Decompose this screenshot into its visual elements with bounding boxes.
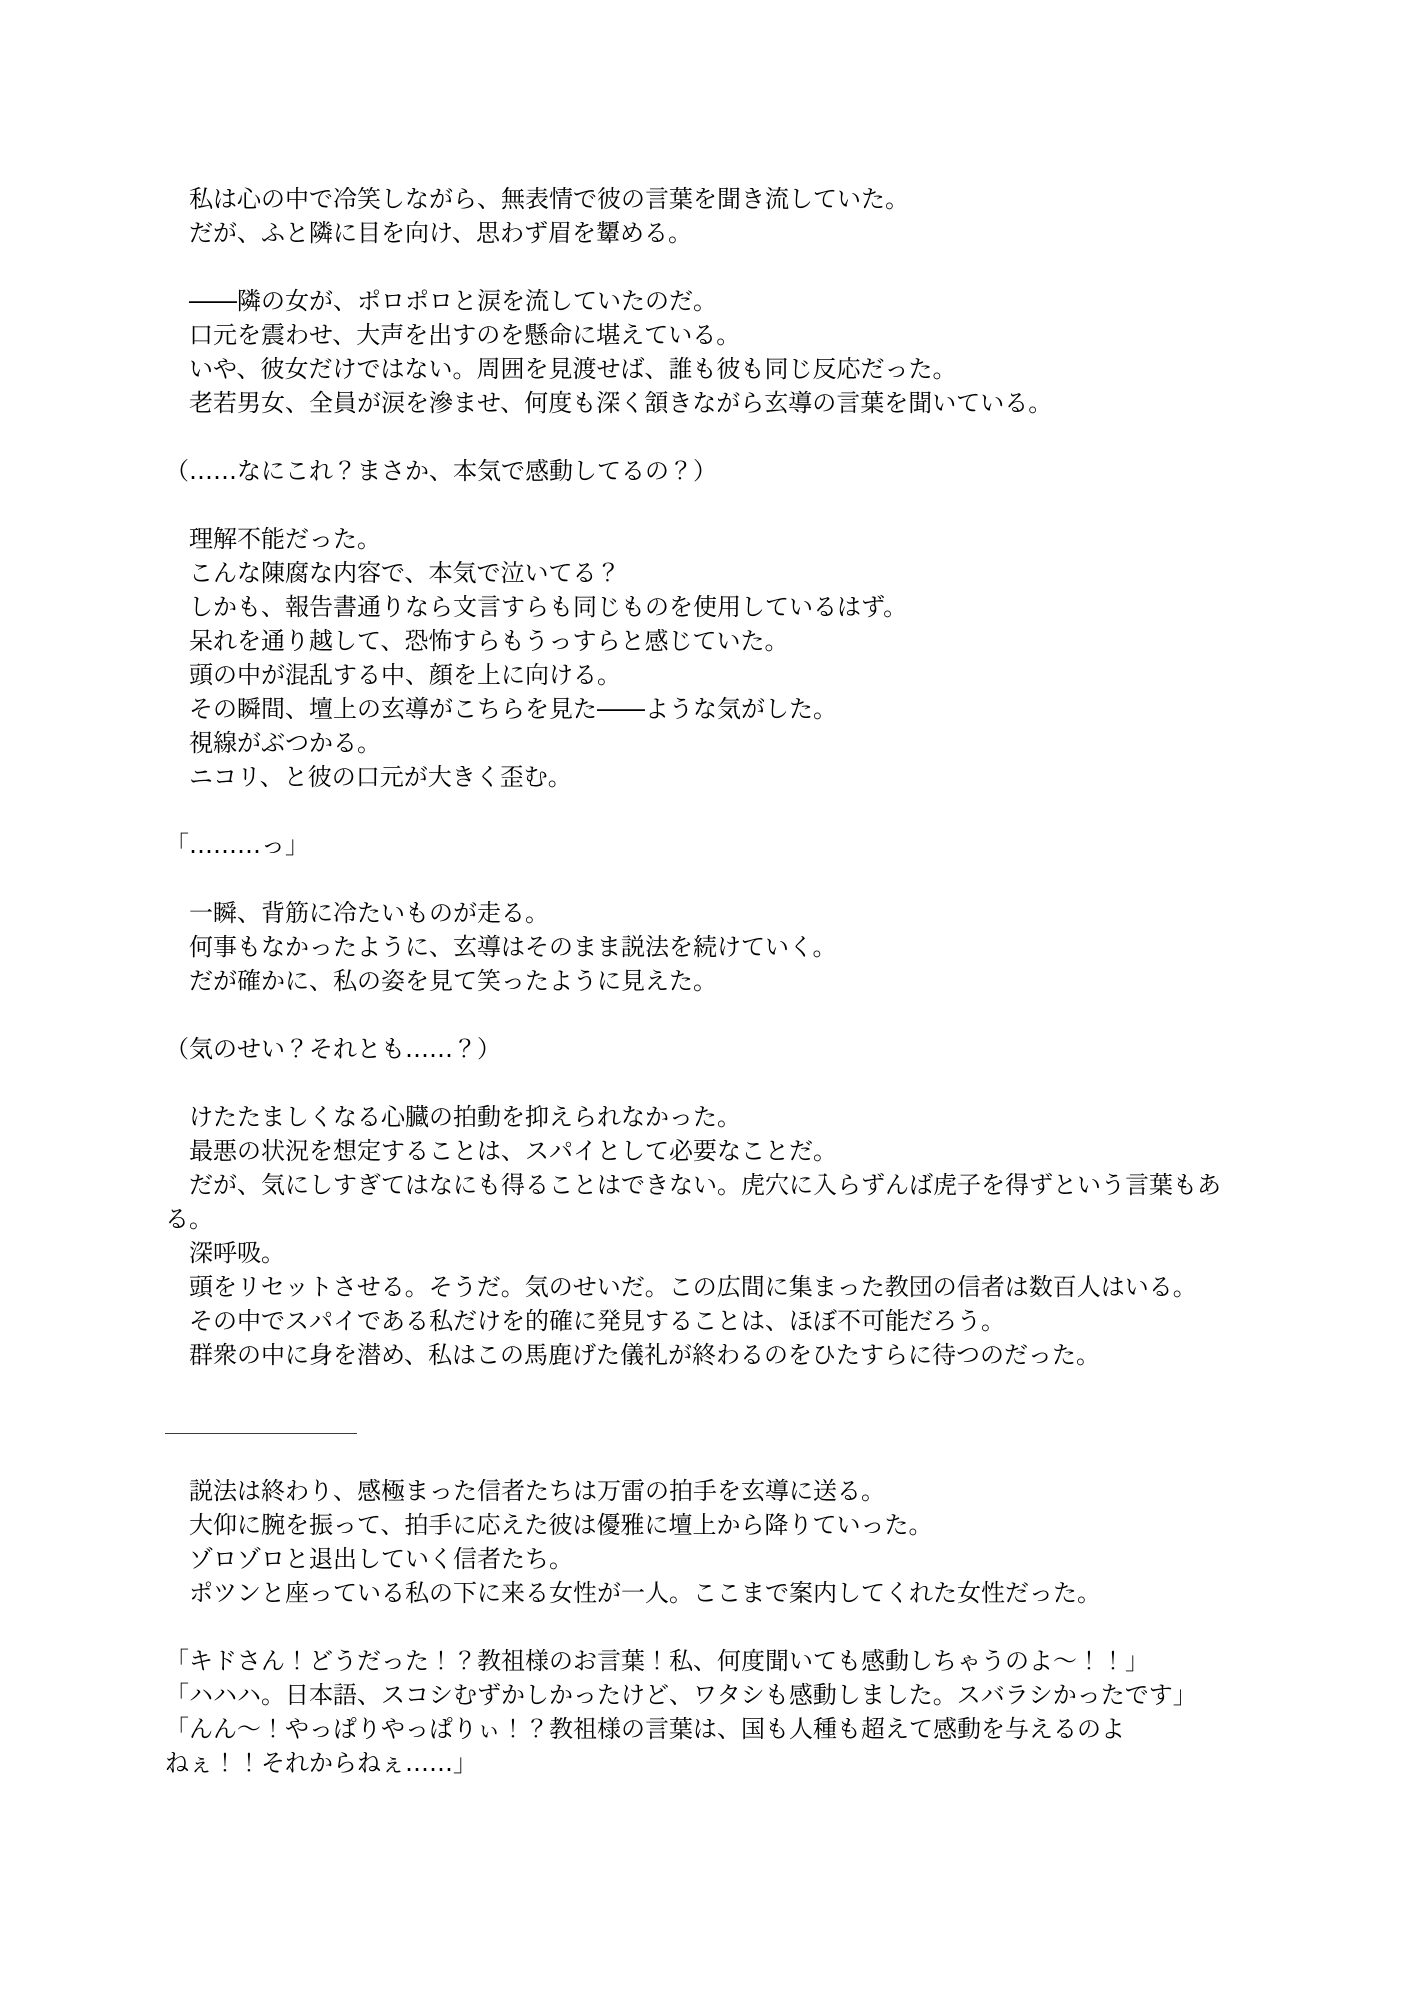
text-line [165, 250, 1354, 284]
text-line [165, 1372, 1354, 1406]
text-line: 「ハハハ。日本語、スコシむずかしかったけど、ワタシも感動しました。スバラシかったです」 [165, 1681, 1197, 1709]
text-line: けたたましくなる心臓の拍動を抑えられなかった。 [165, 1103, 741, 1131]
text-line: だが確かに、私の姿を見て笑ったように見えた。 [165, 967, 717, 995]
text-line: 「キドさん！どうだった！？教祖様のお言葉！私、何度聞いても感動しちゃうのよ～！！」 [165, 1647, 1149, 1675]
text-line: 理解不能だった。 [165, 525, 381, 553]
text-line: 頭をリセットさせる。そうだ。気のせいだ。この広間に集まった教団の信者は数百人はいる。 [165, 1273, 1197, 1301]
text-line: ポツンと座っている私の下に来る女性が一人。ここまで案内してくれた女性だった。 [165, 1579, 1101, 1607]
text-line: その中でスパイである私だけを的確に発見することは、ほぼ不可能だろう。 [165, 1307, 1005, 1335]
text-line: ゾロゾロと退出していく信者たち。 [165, 1545, 573, 1573]
text-line: 最悪の状況を想定することは、スパイとして必要なことだ。 [165, 1137, 837, 1165]
text-line: その瞬間、壇上の玄導がこちらを見た――ような気がした。 [165, 695, 837, 723]
text-line: いや、彼女だけではない。周囲を見渡せば、誰も彼も同じ反応だった。 [165, 355, 957, 383]
text-line: 群衆の中に身を潜め、私はこの馬鹿げた儀礼が終わるのをひたすらに待つのだった。 [165, 1341, 1101, 1369]
text-line: ねぇ！！それからねぇ……」 [165, 1749, 477, 1777]
text-line [165, 1610, 1354, 1644]
text-line [165, 488, 1354, 522]
text-line: 大仰に腕を振って、拍手に応えた彼は優雅に壇上から降りていった。 [165, 1511, 933, 1539]
text-line: 一瞬、背筋に冷たいものが走る。 [165, 899, 549, 927]
text-line: 「んん～！やっぱりやっぱりぃ！？教祖様の言葉は、国も人種も超えて感動を与えるのよ [165, 1715, 1125, 1743]
text-line: しかも、報告書通りなら文言すらも同じものを使用しているはず。 [165, 593, 908, 621]
text-line: 視線がぶつかる。 [165, 729, 381, 757]
text-line: だが、気にしすぎてはなにも得ることはできない。虎穴に入らずんば虎子を得ずという言葉もあ [165, 1171, 1221, 1199]
text-line: 深呼吸。 [165, 1239, 285, 1267]
text-line: 何事もなかったように、玄導はそのまま説法を続けていく。 [165, 933, 837, 961]
text-line: る。 [165, 1205, 213, 1233]
text-line [165, 1440, 1354, 1474]
text-line: 私は心の中で冷笑しながら、無表情で彼の言葉を聞き流していた。 [165, 185, 909, 213]
text-line [165, 794, 1354, 828]
text-line: 説法は終わり、感極まった信者たちは万雷の拍手を玄導に送る。 [165, 1477, 885, 1505]
text-line: 呆れを通り越して、恐怖すらもうっすらと感じていた。 [165, 627, 789, 655]
text-line [165, 420, 1354, 454]
text-line: （気のせい？それとも……？） [165, 1035, 501, 1063]
text-line: ――隣の女が、ポロポロと涙を流していたのだ。 [165, 287, 717, 315]
section-separator: ＿＿＿＿＿＿＿＿ [165, 1409, 357, 1437]
text-line: （……なにこれ？まさか、本気で感動してるの？） [165, 457, 717, 485]
text-content [165, 182, 1354, 1780]
text-line: ニコリ、と彼の口元が大きく歪む。 [165, 763, 572, 791]
text-line [165, 862, 1354, 896]
text-line [165, 998, 1354, 1032]
text-line: 老若男女、全員が涙を滲ませ、何度も深く頷きながら玄導の言葉を聞いている。 [165, 389, 1053, 417]
text-line: 頭の中が混乱する中、顔を上に向ける。 [165, 661, 621, 689]
text-line: 口元を震わせ、大声を出すのを懸命に堪えている。 [165, 321, 741, 349]
text-line: だが、ふと隣に目を向け、思わず眉を顰める。 [165, 219, 693, 247]
text-line [165, 1066, 1354, 1100]
text-line: こんな陳腐な内容で、本気で泣いてる？ [165, 559, 621, 587]
text-line: 「………っ」 [165, 831, 309, 859]
